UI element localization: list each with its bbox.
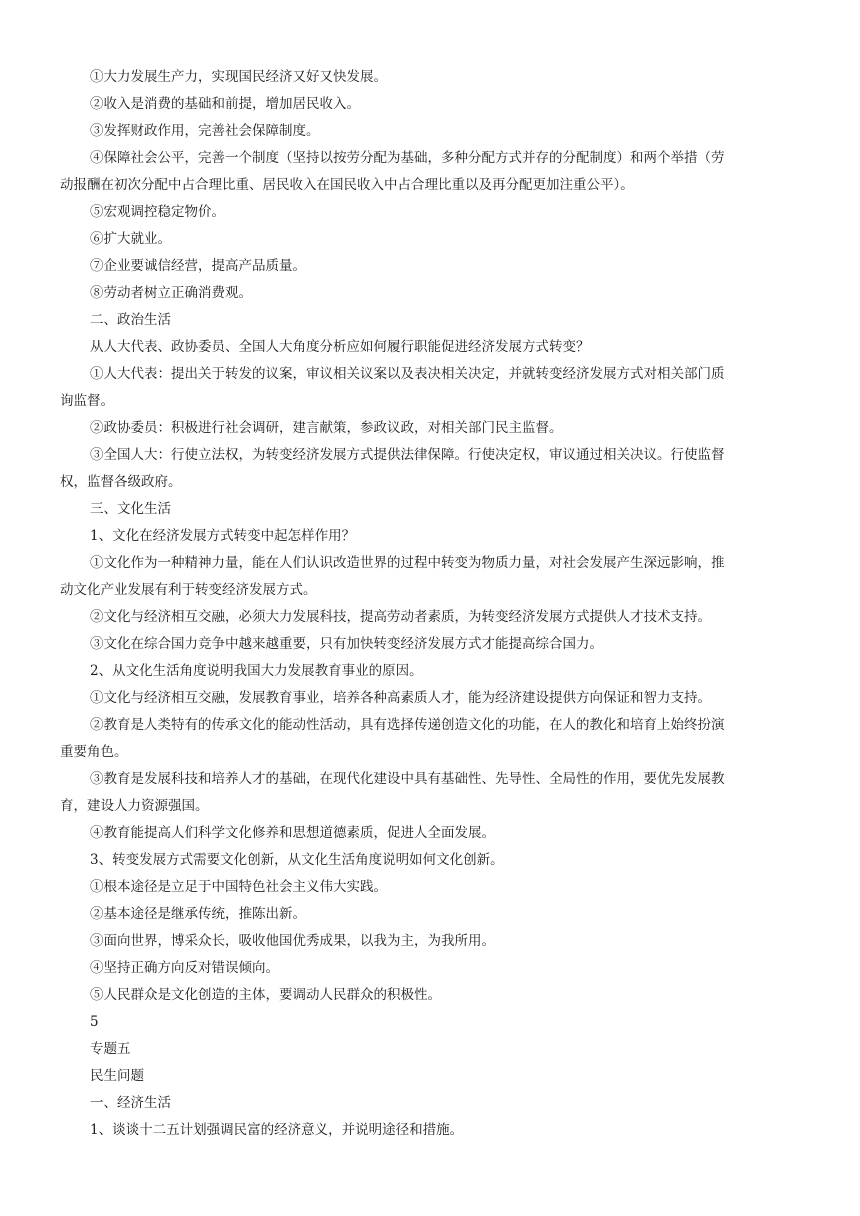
text-line: ③面向世界，博采众长，吸收他国优秀成果，以我为主，为我所用。 [90,933,495,949]
text-line: 育，建设人力资源强国。 [60,798,209,814]
text-line: 3、转变发展方式需要文化创新，从文化生活角度说明如何文化创新。 [90,852,504,868]
text-line: ③发挥财政作用，完善社会保障制度。 [90,123,320,139]
text-line: 重要角色。 [60,744,128,760]
text-line: 5 [90,1014,99,1030]
text-line: ①文化作为一种精神力量，能在人们认识改造世界的过程中转变为物质力量，对社会发展产生深远影响，推 [90,555,725,571]
text-line: ④保障社会公平，完善一个制度（坚持以按劳分配为基础，多种分配方式并存的分配制度）和两个举措（劳 [90,150,725,166]
text-line: 从人大代表、政协委员、全国人大角度分析应如何履行职能促进经济发展方式转变？ [90,339,590,355]
text-line: 一、经济生活 [90,1095,171,1111]
text-line: ②政协委员：积极进行社会调研，建言献策，参政议政，对相关部门民主监督。 [90,420,563,436]
text-line: ①人大代表：提出关于转发的议案，审议相关议案以及表决相关决定，并就转变经济发展方式对相关部门质 [90,366,725,382]
text-line: ③全国人大：行使立法权，为转变经济发展方式提供法律保障。行使决定权，审议通过相关决议。行使监督 [90,447,725,463]
text-line: ①大力发展生产力，实现国民经济又好又快发展。 [90,69,387,85]
text-line: ③文化在综合国力竞争中越来越重要，只有加快转变经济发展方式才能提高综合国力。 [90,636,603,652]
text-line: ⑤宏观调控稳定物价。 [90,204,225,220]
text-line: ②收入是消费的基础和前提，增加居民收入。 [90,96,360,112]
text-line: ④教育能提高人们科学文化修养和思想道德素质，促进人全面发展。 [90,825,495,841]
text-line: 民生问题 [90,1068,144,1084]
text-line: ④坚持正确方向反对错误倾向。 [90,960,279,976]
text-line: 询监督。 [60,393,114,409]
text-line: ②文化与经济相互交融，必须大力发展科技，提高劳动者素质，为转变经济发展方式提供人才技术支持。 [90,609,711,625]
document-page [0,64,860,1144]
text-line: ①根本途径是立足于中国特色社会主义伟大实践。 [90,879,387,895]
text-line: 二、政治生活 [90,312,171,328]
text-line: 动文化产业发展有利于转变经济发展方式。 [60,582,317,598]
text-line: 权，监督各级政府。 [60,474,182,490]
text-line: 1、文化在经济发展方式转变中起怎样作用？ [90,528,356,544]
text-line: ⑤人民群众是文化创造的主体，要调动人民群众的积极性。 [90,987,441,1003]
text-line: ①文化与经济相互交融，发展教育事业，培养各种高素质人才，能为经济建设提供方向保证和智力支持。 [90,690,711,706]
text-line: 2、从文化生活角度说明我国大力发展教育事业的原因。 [90,663,423,679]
text-line: ⑧劳动者树立正确消费观。 [90,285,252,301]
text-line: ⑥扩大就业。 [90,231,171,247]
text-line: 三、文化生活 [90,501,171,517]
text-line: ②教育是人类特有的传承文化的能动性活动，具有选择传递创造文化的功能，在人的教化和培育上始终扮演 [90,717,725,733]
text-line: ②基本途径是继承传统，推陈出新。 [90,906,306,922]
text-line: 专题五 [90,1041,131,1057]
text-line: 1、谈谈十二五计划强调民富的经济意义，并说明途径和措施。 [90,1122,464,1138]
text-line: 动报酬在初次分配中占合理比重、居民收入在国民收入中占合理比重以及再分配更加注重公平）。 [60,177,634,193]
text-line: ③教育是发展科技和培养人才的基础，在现代化建设中具有基础性、先导性、全局性的作用，要优先发展教 [90,771,725,787]
text-line: ⑦企业要诚信经营，提高产品质量。 [90,258,306,274]
